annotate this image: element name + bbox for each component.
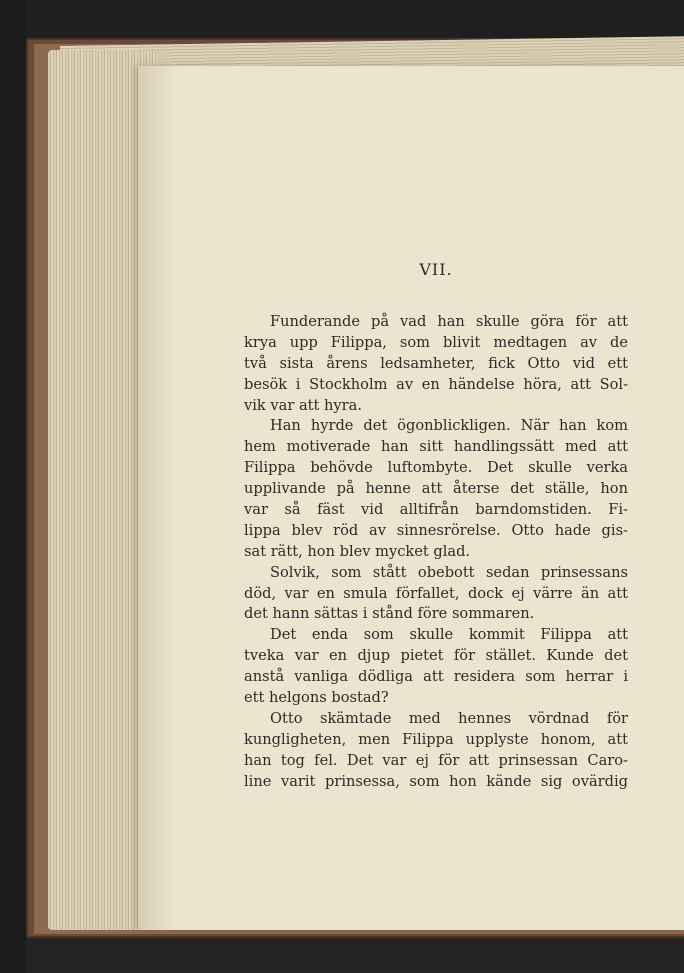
text-line: lippa blev röd av sinnesrörelse. Otto hade gis- [244, 521, 628, 539]
text-line: krya upp Filippa, som blivit medtagen av de [244, 333, 628, 351]
text-line: han tog fel. Det var ej för att prinsessan Caro- [244, 751, 628, 769]
text-line: ett helgons bostad? [244, 689, 389, 707]
page-text [244, 258, 628, 792]
text-line: hem motiverade han sitt handlingssätt med att [244, 438, 628, 456]
text-line: besök i Stockholm av en händelse höra, att Sol- [244, 375, 628, 393]
text-line: kungligheten, men Filippa upplyste honom, att [244, 730, 628, 748]
text-line: line varit prinsessa, som hon kände sig ovärdig [244, 772, 628, 790]
chapter-heading: VII. [419, 260, 453, 279]
text-line: Filippa behövde luftombyte. Det skulle verka [244, 459, 628, 477]
text-line: sat rätt, hon blev mycket glad. [244, 542, 471, 560]
text-line: två sista årens ledsamheter, fick Otto vid ett [244, 354, 628, 372]
text-line: var så fäst vid alltifrån barndomstiden. Fi- [244, 501, 628, 519]
text-line: upplivande på henne att återse det ställe, hon [244, 480, 628, 498]
text-line: död, var en smula förfallet, dock ej värre än att [244, 584, 628, 602]
text-line: Det enda som skulle kommit Filippa att [270, 626, 628, 644]
background-left [0, 0, 26, 973]
text-line: anstå vanliga dödliga att residera som herrar i [244, 668, 628, 686]
text-line: tveka var en djup pietet för stället. Kunde det [244, 647, 628, 665]
text-line: det hann sättas i stånd före sommaren. [244, 605, 535, 623]
text-line: Funderande på vad han skulle göra för att [270, 313, 628, 330]
text-line: vik var att hyra. [244, 396, 362, 414]
page-gutter-shade [138, 66, 178, 930]
text-line: Han hyrde det ögonblickligen. När han kom [270, 417, 628, 435]
background-top [0, 0, 684, 40]
text-lines [244, 312, 628, 792]
text-line: Otto skämtade med hennes vördnad för [270, 709, 628, 727]
text-line: Solvik, som stått obebott sedan prinsessans [270, 563, 628, 581]
